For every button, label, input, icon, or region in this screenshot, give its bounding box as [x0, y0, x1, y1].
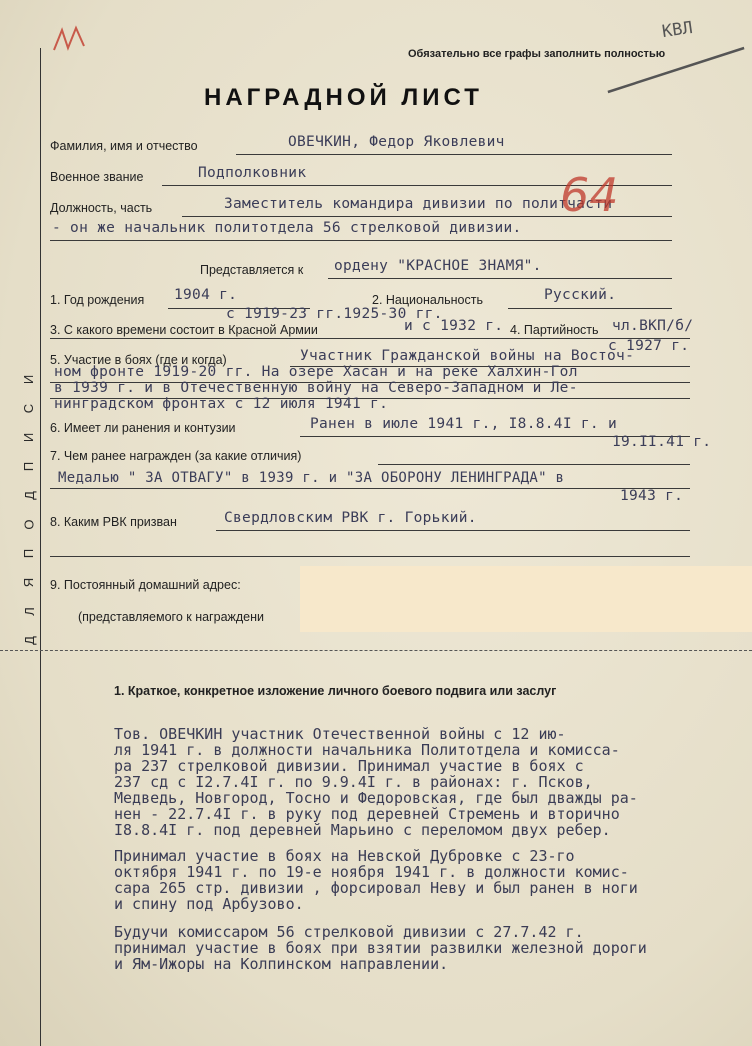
- narrative-line: ра 237 стрелковой дивизии. Принимал участие в боях с: [114, 757, 584, 775]
- rvk-label: 8. Каким РВК призван: [50, 515, 177, 529]
- party-value-1: чл.ВКП/б/: [612, 318, 694, 334]
- narrative-line: и спину под Арбузово.: [114, 895, 304, 913]
- awards-label: 7. Чем ранее награжден (за какие отличия): [50, 449, 302, 463]
- battles-value-2: ном фронте 1919-20 гг. На озере Хасан и на реке Халхин-Гол: [54, 364, 578, 380]
- narrative-line: I8.8.4I г. под деревней Марьино с переломом двух ребер.: [114, 821, 611, 839]
- address-sub-label: (представляемого к награждени: [78, 610, 265, 624]
- narrative-line: Тов. ОВЕЧКИН участник Отечественной войны с 12 ию-: [114, 725, 566, 743]
- position-label: Должность, часть: [50, 201, 153, 215]
- narrative-line: нен - 22.7.4I г. в руку под деревней Стремень и вторично: [114, 805, 620, 823]
- awards-underline-2: [50, 488, 690, 489]
- narrative-line: Принимал участие в боях на Невской Дубровке с 23-го: [114, 847, 575, 865]
- party-label: 4. Партийность: [510, 323, 599, 337]
- page-title: НАГРАДНОЙ ЛИСТ: [204, 84, 483, 111]
- nationality-label: 2. Национальность: [372, 293, 483, 307]
- red-pencil-mark-icon: [48, 20, 92, 64]
- awards-value-2: 1943 г.: [620, 488, 684, 504]
- position-value-2: - он же начальник политотдела 56 стрелковой дивизии.: [52, 220, 522, 236]
- narrative-line: ля 1941 г. в должности начальника Политотдела и комисса-: [114, 741, 620, 759]
- section1-heading: 1. Краткое, конкретное изложение личного боевого подвига или заслуг: [114, 684, 557, 698]
- side-label: И С И П Д О П Я Л Д: [21, 374, 37, 645]
- position-underline-2: [50, 240, 672, 241]
- wounds-value-1: Ранен в июле 1941 г., I8.8.4I г. и: [310, 416, 618, 432]
- blank-underline: [50, 556, 690, 557]
- awards-value-1: Медалью " ЗА ОТВАГУ" в 1939 г. и "ЗА ОБОРОНУ ЛЕНИНГРАДА" в: [58, 470, 565, 486]
- presented-label: Представляется к: [200, 263, 304, 277]
- army-value-1: с 1919-23 гг.1925-30 гг.: [226, 306, 443, 322]
- fill-all-fields-note: Обязательно все графы заполнить полностью: [408, 48, 666, 60]
- party-value-2: с 1927 г.: [608, 338, 690, 354]
- corner-mark: КВЛ: [660, 17, 694, 43]
- name-underline: [236, 154, 672, 155]
- battles-value-1: Участник Гражданской войны на Восточ-: [300, 348, 635, 364]
- nationality-value: Русский.: [544, 287, 617, 303]
- wounds-label: 6. Имеет ли ранения и контузии: [50, 421, 236, 435]
- birth-label: 1. Год рождения: [50, 293, 145, 307]
- red-pencil-number: 64: [560, 168, 619, 222]
- army-value-2: и с 1932 г.: [404, 318, 504, 334]
- rank-label: Военное звание: [50, 170, 144, 184]
- narrative-line: октября 1941 г. по 19-е ноября 1941 г. в должности комис-: [114, 863, 629, 881]
- narrative-line: принимал участие в боях при взятии развилки железной дороги: [114, 939, 647, 957]
- name-label: Фамилия, имя и отчество: [50, 139, 198, 153]
- fold-separator: [0, 650, 752, 651]
- narrative-line: и Ям-Ижоры на Колпинском направлении.: [114, 955, 449, 973]
- address-label: 9. Постоянный домашний адрес:: [50, 578, 241, 592]
- corner-strike-icon: [604, 40, 748, 100]
- nationality-underline: [508, 308, 672, 309]
- narrative-line: Медведь, Новгород, Тосно и Федоровская, где был дважды ра-: [114, 789, 638, 807]
- narrative-line: 237 сд с I2.7.4I г. по 9.9.4I г. в районах: г. Псков,: [114, 773, 593, 791]
- redacted-area: [300, 566, 752, 632]
- army-underline: [50, 338, 690, 339]
- battles-value-4: нинградском фронтах с 12 июля 1941 г.: [54, 396, 389, 412]
- army-label: 3. С какого времени состоит в Красной Армии: [50, 323, 318, 337]
- wounds-value-2: 19.II.41 г.: [612, 434, 712, 450]
- left-margin-rule: [40, 48, 41, 1046]
- battles-label: 5. Участие в боях (где и когда): [50, 353, 227, 367]
- battles-value-3: в 1939 г. и в Отечественную войну на Северо-Западном и Ле-: [54, 380, 578, 396]
- presented-value: ордену "КРАСНОЕ ЗНАМЯ".: [334, 258, 542, 274]
- rvk-value: Свердловским РВК г. Горький.: [224, 510, 477, 526]
- name-value: ОВЕЧКИН, Федор Яковлевич: [288, 134, 505, 150]
- rank-value: Подполковник: [198, 165, 307, 181]
- awards-underline-1: [378, 464, 690, 465]
- birth-value: 1904 г.: [174, 287, 238, 303]
- presented-underline: [328, 278, 672, 279]
- rvk-underline: [216, 530, 690, 531]
- position-value-1: Заместитель командира дивизии по политчасти: [224, 196, 613, 212]
- narrative-line: сара 265 стр. дивизии , форсировал Неву и был ранен в ноги: [114, 879, 638, 897]
- narrative-line: Будучи комиссаром 56 стрелковой дивизии с 27.7.42 г.: [114, 923, 584, 941]
